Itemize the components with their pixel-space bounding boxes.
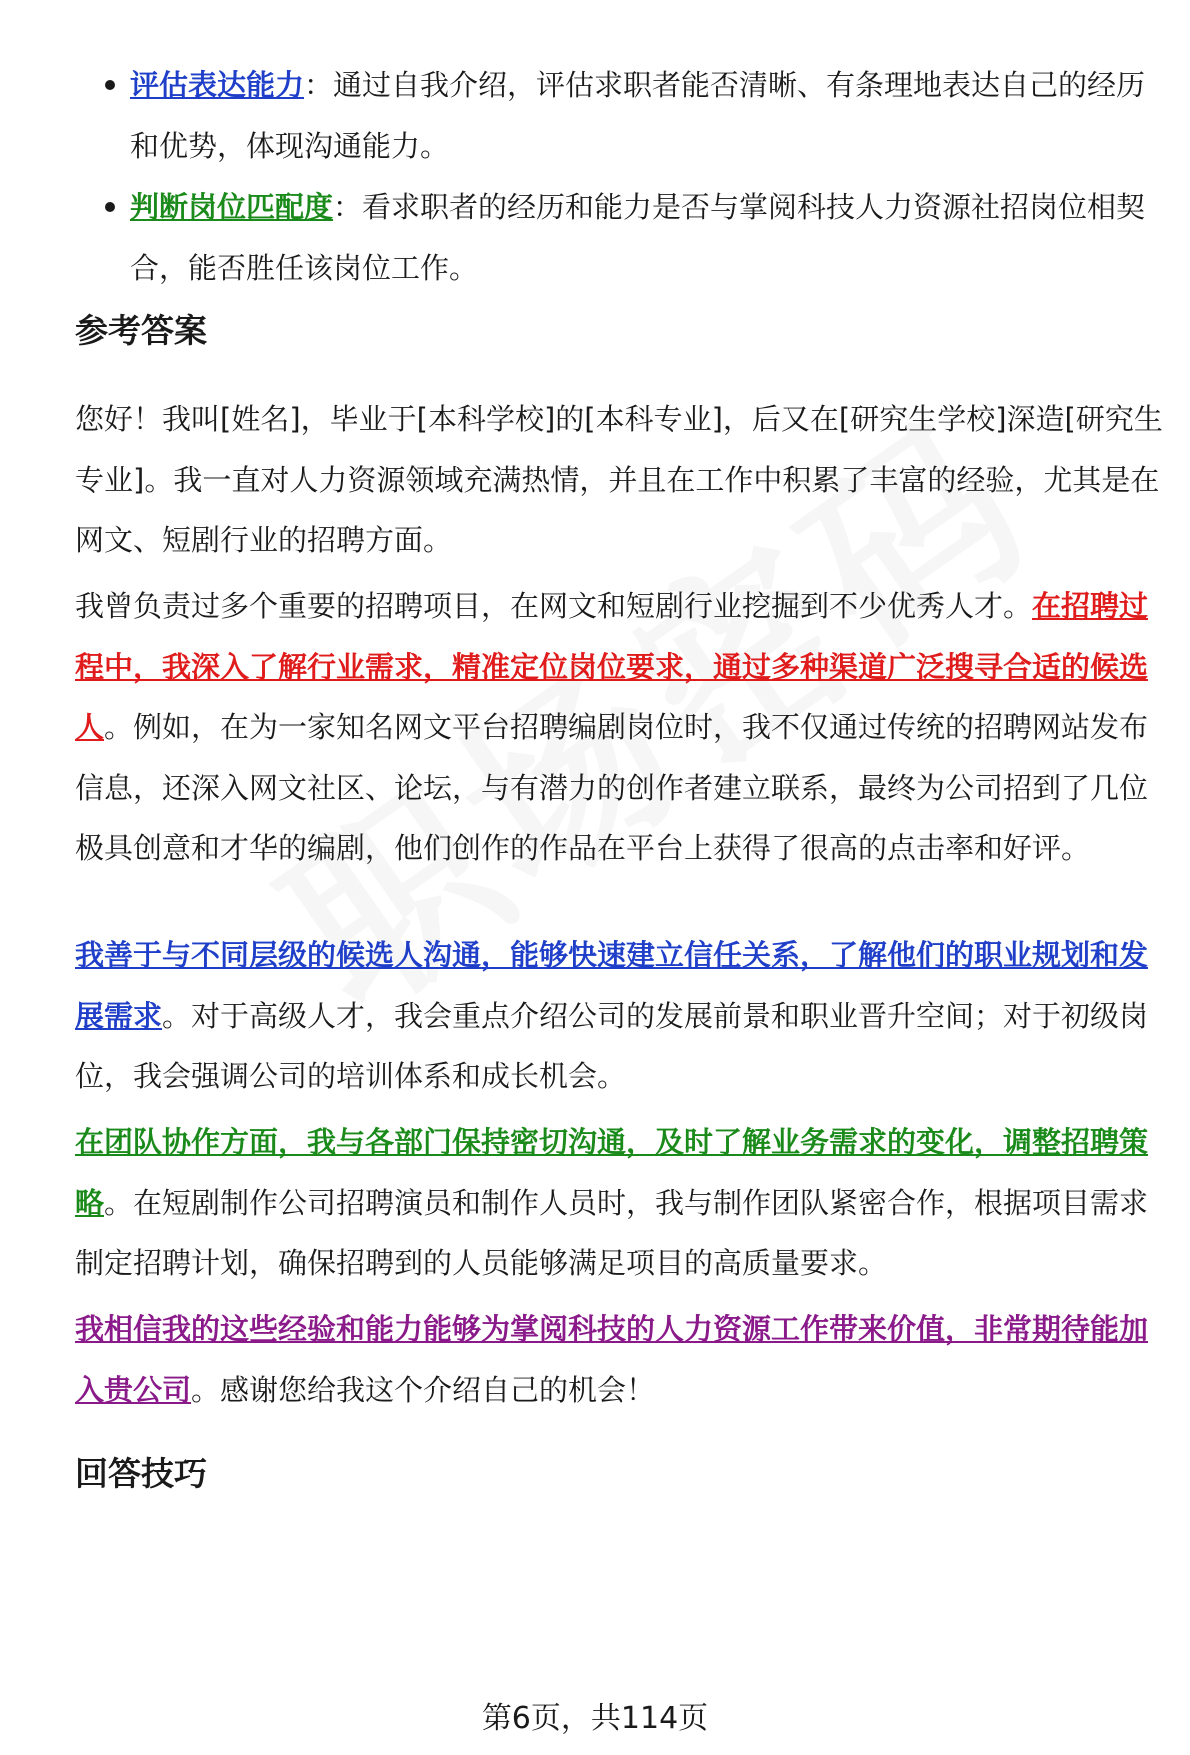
paragraph-text: 您好！我叫[姓名]，毕业于[本科学校]的[本科专业]，后又在[研究生学校]深造[研究生专业]。我一直对人力资源领域充满热情，并且在工作中积累了丰富的经验，尤其是在网文、短剧行业的招聘方面。: [75, 402, 1163, 557]
answer-paragraph-4: [75, 1112, 1170, 1294]
bullet-dot-icon: [105, 202, 115, 212]
bullet-text: ：看求职者的经历和能力是否与掌阅科技人力资源社招岗位相契合，能否胜任该岗位工作。: [130, 190, 1146, 285]
section-heading-reference-answer: 参考答案: [75, 311, 207, 350]
highlight-green: 在团队协作方面，我与各部门保持密切沟通，及时了解业务需求的变化，调整招聘策略: [75, 1125, 1149, 1220]
bullet-text: ：通过自我介绍，评估求职者能否清晰、有条理地表达自己的经历和优势，体现沟通能力。: [130, 68, 1146, 163]
bullet-dot-icon: [105, 80, 115, 90]
paragraph-text: 。感谢您给我这个介绍自己的机会！: [191, 1372, 656, 1407]
bullet-label: 评估表达能力: [130, 68, 305, 102]
section-heading-answer-tips: 回答技巧: [75, 1454, 207, 1493]
highlight-blue: 我善于与不同层级的候选人沟通，能够快速建立信任关系，了解他们的职业规划和发展需求: [75, 938, 1149, 1033]
paragraph-text: 我曾负责过多个重要的招聘项目，在网文和短剧行业挖掘到不少优秀人才。: [75, 589, 1033, 623]
answer-paragraph-5: [75, 1299, 1170, 1420]
page-number: 第6页，共114页: [481, 1701, 709, 1736]
list-item: [75, 177, 1165, 299]
criteria-list: [75, 55, 1165, 299]
paragraph-text: 。在短剧制作公司招聘演员和制作人员时，我与制作团队紧密合作，根据项目需求制定招聘计划，确保招聘到的人员能够满足项目的高质量要求。: [75, 1185, 1149, 1280]
list-item: [75, 55, 1165, 177]
bullet-label: 判断岗位匹配度: [130, 190, 334, 224]
paragraph-text: 。例如，在为一家知名网文平台招聘编剧岗位时，我不仅通过传统的招聘网站发布信息，还深入网文社区、论坛，与有潜力的创作者建立联系，最终为公司招到了几位极具创意和才华的编剧，他们创作的作品在平台上获得了很高的点击率和好评。: [75, 710, 1149, 865]
highlight-red: 在招聘过程中，我深入了解行业需求，精准定位岗位要求，通过多种渠道广泛搜寻合适的候选人: [75, 589, 1149, 744]
answer-paragraph-2: [75, 576, 1170, 879]
paragraph-text: 。对于高级人才，我会重点介绍公司的发展前景和职业晋升空间；对于初级岗位，我会强调公司的培训体系和成长机会。: [75, 998, 1149, 1093]
highlight-purple: 我相信我的这些经验和能力能够为掌阅科技的人力资源工作带来价值，非常期待能加入贵公司: [75, 1312, 1149, 1407]
answer-paragraph-1: [75, 389, 1170, 571]
answer-paragraph-3: [75, 925, 1170, 1107]
